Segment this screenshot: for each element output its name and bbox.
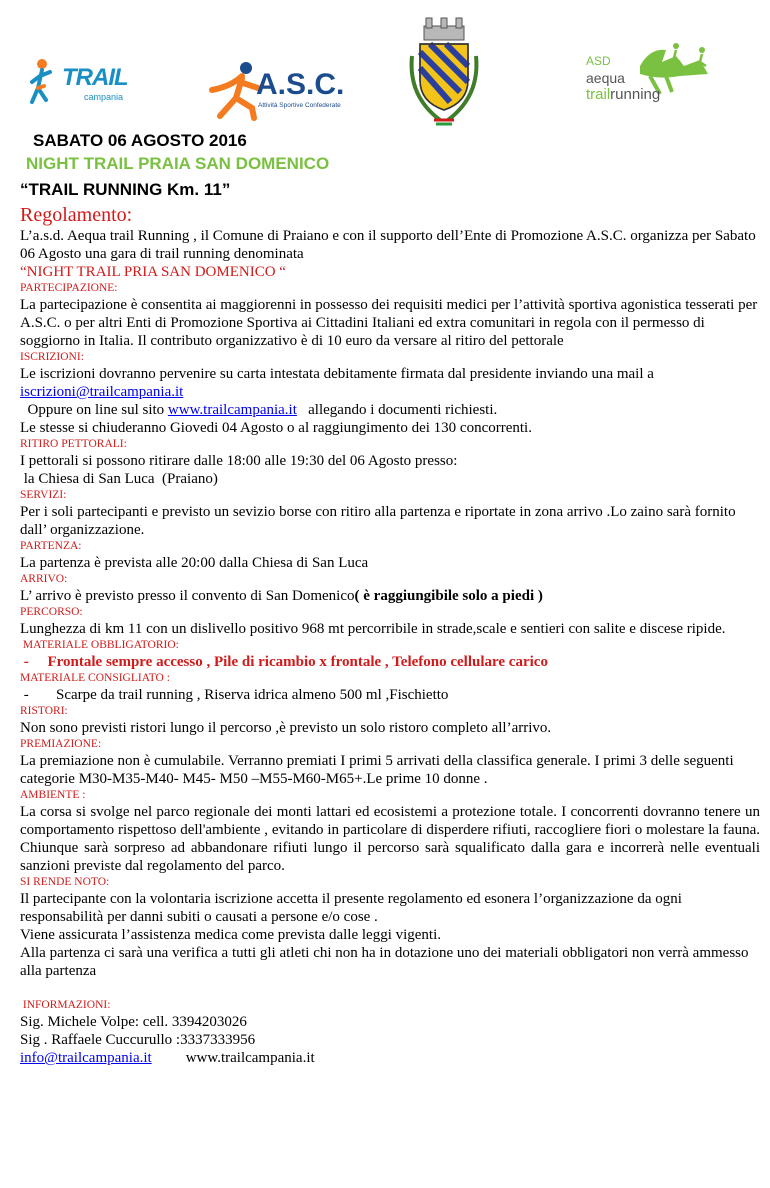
percorso-text: Lunghezza di km 11 con un dislivello positivo 968 mt percorribile in strade,scale e sentieri con salite e discese ripide. (20, 621, 726, 637)
iscrizioni-deadline-text: Le stesse si chiuderanno Giovedi 04 Agosto o al raggiungimento dei 130 concorrenti. (20, 420, 532, 436)
arrivo-text: L’ arrivo è previsto presso il convento di San Domenico( è raggiungibile solo a piedi ) (20, 588, 543, 604)
rende-noto-text-1: Il partecipante con la volontaria iscrizione accetta il presente regolamento ed esonera l’organizzazione da ogni responsabilità per danni subiti o causati a persone e/o cose . (20, 891, 682, 925)
trail-logo-sub: campania (84, 92, 124, 102)
materiale-consigliato-item: - Scarpe da trail running , Riserva idrica almeno 500 ml ,Fischietto (20, 687, 449, 703)
section-title-premiazione: PREMIAZIONE: (20, 738, 102, 750)
ritiro-text: I pettorali si possono ritirare dalle 18:00 alle 19:30 del 06 Agosto presso: (20, 453, 458, 469)
event-name: NIGHT TRAIL PRAIA SAN DOMENICO (26, 154, 330, 173)
section-title-informazioni: INFORMAZIONI: (20, 999, 111, 1011)
section-title-partecipazione: PARTECIPAZIONE: (20, 282, 118, 294)
iscrizioni-email-link[interactable]: iscrizioni@trailcampania.it (20, 384, 184, 400)
event-distance: “TRAIL RUNNING Km. 11” (20, 180, 231, 199)
section-title-ambiente: AMBIENTE : (20, 789, 86, 801)
section-title-rende-noto: SI RENDE NOTO: (20, 876, 110, 888)
aequa-asd-text: ASD (586, 54, 611, 68)
section-title-consigliato: MATERIALE CONSIGLIATO : (20, 672, 170, 684)
regulation-body (20, 203, 760, 1067)
contact-raffaele: Sig . Raffaele Cuccurullo :3337333956 (20, 1032, 256, 1048)
info-links (20, 1049, 760, 1067)
rende-noto-text-3: Alla partenza ci sarà una verifica a tutti gli atleti chi non ha in dotazione uno dei materiali obbligatori non verrà ammesso alla partenza (20, 945, 749, 979)
section-title-partenza: PARTENZA: (20, 540, 82, 552)
municipal-crest-icon (404, 16, 484, 130)
aequa-trailrunning-logo (580, 40, 720, 112)
section-title-ritiro: RITIRO PETTORALI: (20, 438, 127, 450)
trail-campania-logo (28, 56, 138, 118)
ritiro-location: la Chiesa di San Luca (Praiano) (20, 471, 218, 487)
intro-text: L’a.s.d. Aequa trail Running , il Comune di Praiano e con il supporto dell’Ente di Promozione A.S.C. organizza per Sabato 06 Agosto una gara di trail running denominata (20, 228, 756, 262)
materiale-obbligatorio-item: - Frontale sempre accesso , Pile di ricambio x frontale , Telefono cellulare carico (20, 654, 548, 670)
trail-logo-text: TRAIL (62, 64, 128, 91)
info-site-text: www.trailcampania.it (185, 1050, 315, 1066)
section-title-servizi: SERVIZI: (20, 489, 67, 501)
site-link[interactable]: www.trailcampania.it (167, 402, 297, 418)
section-title-percorso: PERCORSO: (20, 606, 83, 618)
partecipazione-text: La partecipazione è consentita ai maggiorenni in possesso dei requisiti medici per l’attività sportiva agonistica tesserati per A.S.C. o per altri Enti di Promozione Sportiva ai Cittadini Italiani ed extra comunitari in regola con il permesso di soggiorno in Italia. Il contributo organizzativo è di 10 euro da versare al ritiro del pettorale (20, 297, 758, 349)
servizi-text: Per i soli partecipanti e previsto un sevizio borse con ritiro alla partenza e riportate in zona arrivo .Lo zaino sarà fornito dall’ organizzazione. (20, 504, 736, 538)
section-title-ristori: RISTORI: (20, 705, 68, 717)
intro-event-name: “NIGHT TRAIL PRIA SAN DOMENICO “ (20, 264, 286, 280)
event-date: SABATO 06 AGOSTO 2016 (33, 131, 247, 150)
asc-logo-sub: Attività Sportive Confederate (258, 102, 341, 109)
rende-noto-text-2: Viene assicurata l’assistenza medica come prevista dalle leggi vigenti. (20, 927, 442, 943)
ambiente-text: La corsa si svolge nel parco regionale dei monti lattari ed ecosistemi a protezione totale. I concorrenti dovranno tenere un comportamento rispettoso dell'ambiente , evitando in particolare di disperdere rifiuti, raccogliere fiori o molestare la fauna. Chiunque sarà sorpreso ad abbandonare rifiuti lungo il percorso sarà squalificato dalla gara e incorrerà nelle eventuali sanzioni previste dal regolamento del parco. (20, 804, 760, 874)
asc-logo (206, 60, 366, 122)
section-title-iscrizioni: ISCRIZIONI: (20, 351, 84, 363)
logo-strip (0, 0, 770, 130)
ristori-text: Non sono previsti ristori lungo il percorso ,è previsto un solo ristoro completo all’arrivo. (20, 720, 552, 736)
iscrizioni-text: Le iscrizioni dovranno pervenire su carta intestata debitamente firmata dal presidente inviando una mail a iscrizioni@trailcampania.it (20, 366, 654, 400)
section-title-arrivo: ARRIVO: (20, 573, 68, 585)
aequa-trail-text: trailrunning (586, 86, 661, 103)
partenza-text: La partenza è prevista alle 20:00 dalla Chiesa di San Luca (20, 555, 369, 571)
aequa-name-text: aequa (586, 70, 625, 86)
iscrizioni-online-text: Oppure on line sul sito www.trailcampania.it allegando i documenti richiesti. (20, 402, 498, 418)
asc-logo-text: A.S.C. (256, 68, 345, 101)
premiazione-text: La premiazione non è cumulabile. Verranno premiati I primi 5 arrivati della classifica generale. I primi 3 delle seguenti categorie M30-M35-M40- M45- M50 –M55-M60-M65+.Le prime 10 donne . (20, 753, 734, 787)
info-email-link[interactable]: info@trailcampania.it (20, 1050, 152, 1066)
section-title-obbligatorio: MATERIALE OBBLIGATORIO: (20, 639, 179, 651)
regolamento-title: Regolamento: (20, 204, 133, 226)
contact-michele: Sig. Michele Volpe: cell. 3394203026 (20, 1014, 247, 1030)
